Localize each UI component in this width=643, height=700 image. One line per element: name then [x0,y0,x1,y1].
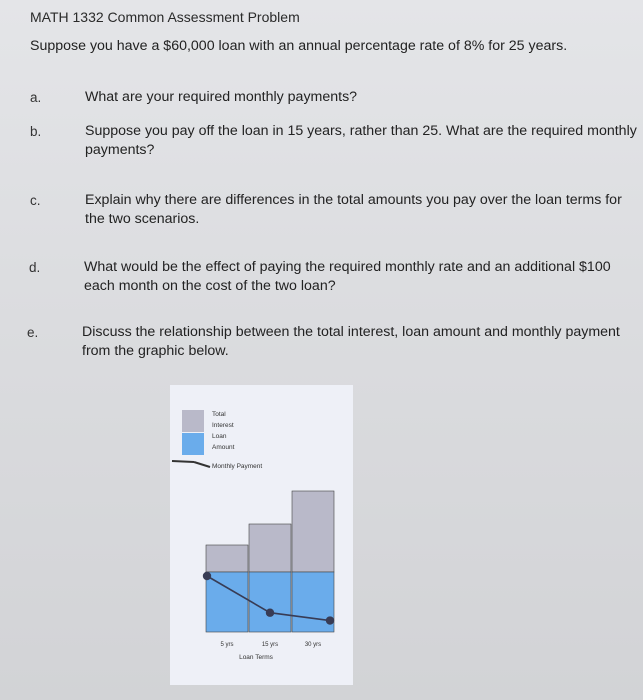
legend-label: Amount [212,444,235,451]
question-label: c. [30,193,41,208]
x-tick-label: 5 yrs [220,642,234,648]
legend-interest-swatch [182,410,204,432]
question-text: Explain why there are differences in the total amounts you pay over the loan terms for the two scenarios. [85,192,622,227]
bar-total-interest [292,491,334,572]
bar-total-interest [249,524,291,572]
legend-label: Monthly Payment [212,463,263,470]
loan-chart [170,385,353,685]
x-axis-label: Loan Terms [239,654,273,661]
legend-label: Total [212,411,226,418]
page-title: MATH 1332 Common Assessment Problem [30,9,300,25]
monthly-payment-point [326,616,334,624]
bar-loan-amount [249,572,291,632]
problem-statement: Suppose you have a $60,000 loan with an annual percentage rate of 8% for 25 years. [30,38,568,54]
bar-loan-amount [206,572,248,632]
legend-payment-line [172,461,194,462]
monthly-payment-point [266,609,274,617]
monthly-payment-point [203,572,211,580]
question-text: Suppose you pay off the loan in 15 years, rather than 25. What are the required monthly payments? [85,123,637,158]
question-text: What are your required monthly payments? [85,89,358,105]
x-tick-label: 15 yrs [261,642,279,648]
question-text: What would be the effect of paying the required monthly rate and an additional $100 each month on the cost of the two loan? [84,259,611,294]
question-label: b. [30,124,42,139]
question-label: d. [29,260,41,275]
bar-total-interest [206,545,248,572]
legend-label: Interest [212,422,234,429]
question-text: Discuss the relationship between the total interest, loan amount and monthly payment from the graphic below. [82,324,620,359]
legend-loan-swatch [182,433,204,455]
question-label: e. [27,325,39,340]
question-label: a. [30,90,42,105]
x-tick-label: 30 yrs [304,642,322,648]
legend-payment-line [194,462,210,467]
legend-label: Loan [212,433,227,440]
